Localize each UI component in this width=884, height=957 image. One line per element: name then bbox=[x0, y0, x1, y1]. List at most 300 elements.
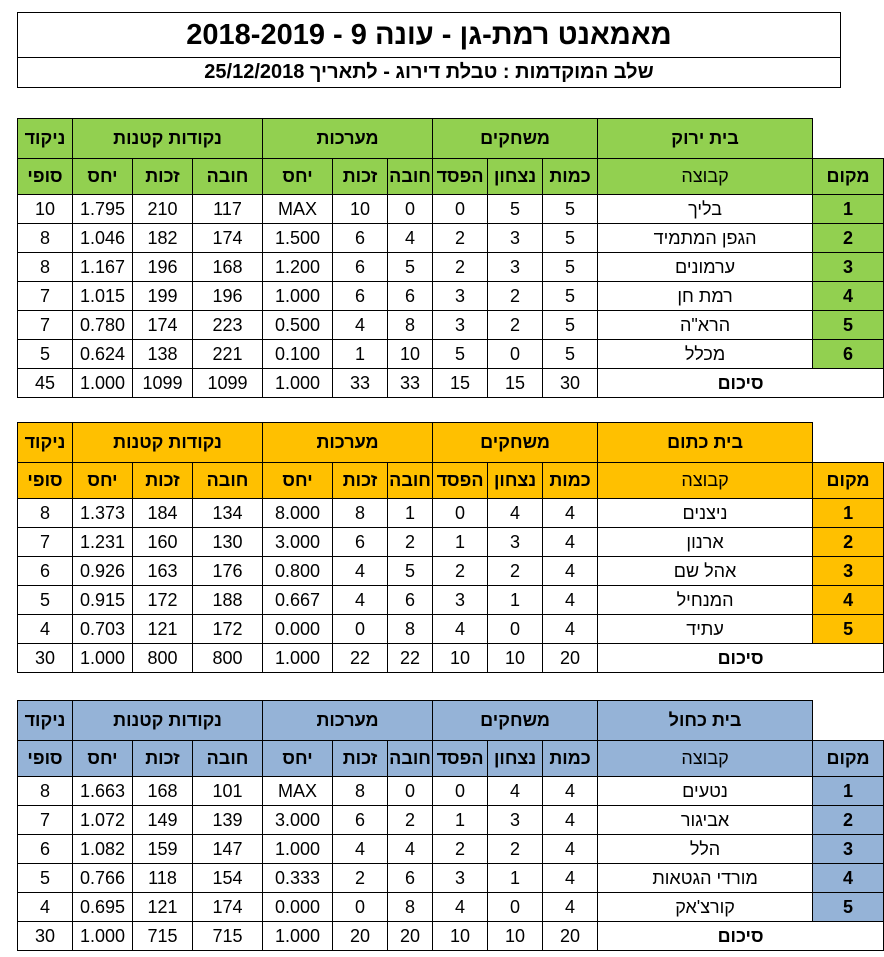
rank-header: מקום bbox=[813, 463, 884, 499]
total-sets-for: 20 bbox=[333, 922, 388, 951]
games-loss-cell: 2 bbox=[433, 835, 488, 864]
rank-cell: 3 bbox=[813, 835, 884, 864]
games-count-cell: 4 bbox=[543, 864, 598, 893]
total-games-win: 15 bbox=[488, 369, 543, 398]
sets-ratio-cell: 1.000 bbox=[263, 835, 333, 864]
final-points-cell: 5 bbox=[18, 864, 73, 893]
sets-ratio-cell: 0.000 bbox=[263, 615, 333, 644]
games-win-header: נצחון bbox=[488, 741, 543, 777]
small-points-against-cell: 168 bbox=[193, 253, 263, 282]
total-games-loss: 10 bbox=[433, 644, 488, 673]
sets-for-cell: 6 bbox=[333, 282, 388, 311]
sets-against-cell: 4 bbox=[388, 835, 433, 864]
games-loss-cell: 3 bbox=[433, 311, 488, 340]
team-name-cell: עתיד bbox=[598, 615, 813, 644]
sets-ratio-header: יחס bbox=[263, 741, 333, 777]
total-sets-ratio: 1.000 bbox=[263, 922, 333, 951]
games-win-cell: 2 bbox=[488, 835, 543, 864]
games-loss-cell: 3 bbox=[433, 586, 488, 615]
sets-ratio-cell: 1.500 bbox=[263, 224, 333, 253]
small-points-ratio-cell: 1.082 bbox=[73, 835, 133, 864]
sets-against-cell: 2 bbox=[388, 528, 433, 557]
sets-ratio-cell: 1.200 bbox=[263, 253, 333, 282]
games-header: משחקים bbox=[433, 423, 598, 463]
sets-for-cell: 6 bbox=[333, 253, 388, 282]
group-table bbox=[17, 700, 884, 951]
rank-cell: 4 bbox=[813, 864, 884, 893]
sets-against-cell: 0 bbox=[388, 777, 433, 806]
sets-for-header: זכות bbox=[333, 159, 388, 195]
small-points-ratio-header: יחס bbox=[73, 741, 133, 777]
total-final-points: 30 bbox=[18, 644, 73, 673]
games-count-cell: 4 bbox=[543, 615, 598, 644]
small-points-ratio-cell: 1.015 bbox=[73, 282, 133, 311]
final-points-cell: 7 bbox=[18, 806, 73, 835]
games-win-cell: 0 bbox=[488, 340, 543, 369]
table-row bbox=[18, 806, 884, 835]
small-points-ratio-cell: 1.231 bbox=[73, 528, 133, 557]
final-points-subheader: סופי bbox=[18, 463, 73, 499]
games-count-cell: 4 bbox=[543, 499, 598, 528]
table-row bbox=[18, 499, 884, 528]
sets-for-cell: 8 bbox=[333, 777, 388, 806]
small-points-ratio-cell: 1.795 bbox=[73, 195, 133, 224]
table-subheader-row bbox=[18, 741, 884, 777]
sets-for-cell: 4 bbox=[333, 586, 388, 615]
table-row bbox=[18, 195, 884, 224]
small-points-for-cell: 199 bbox=[133, 282, 193, 311]
sets-ratio-cell: 3.000 bbox=[263, 806, 333, 835]
sets-for-cell: 6 bbox=[333, 224, 388, 253]
group-name: בית כחול bbox=[598, 701, 813, 741]
rank-cell: 4 bbox=[813, 282, 884, 311]
games-count-cell: 4 bbox=[543, 557, 598, 586]
total-small-points-against: 1099 bbox=[193, 369, 263, 398]
games-count-cell: 4 bbox=[543, 586, 598, 615]
team-name-cell: מכלל bbox=[598, 340, 813, 369]
sets-ratio-cell: 0.000 bbox=[263, 893, 333, 922]
small-points-for-header: זכות bbox=[133, 463, 193, 499]
small-points-for-cell: 174 bbox=[133, 311, 193, 340]
rank-header: מקום bbox=[813, 159, 884, 195]
table-row bbox=[18, 835, 884, 864]
games-win-header: נצחון bbox=[488, 159, 543, 195]
sets-ratio-cell: 0.667 bbox=[263, 586, 333, 615]
final-points-subheader: סופי bbox=[18, 741, 73, 777]
small-points-for-cell: 210 bbox=[133, 195, 193, 224]
small-points-against-cell: 174 bbox=[193, 893, 263, 922]
table-header-row bbox=[18, 701, 884, 741]
small-points-header: נקודות קטנות bbox=[73, 423, 263, 463]
total-games-win: 10 bbox=[488, 644, 543, 673]
small-points-for-cell: 168 bbox=[133, 777, 193, 806]
team-name-cell: ניצנים bbox=[598, 499, 813, 528]
sets-against-cell: 8 bbox=[388, 893, 433, 922]
table-subheader-row bbox=[18, 463, 884, 499]
total-label: סיכום bbox=[598, 644, 884, 673]
total-small-points-ratio: 1.000 bbox=[73, 369, 133, 398]
sets-against-cell: 4 bbox=[388, 224, 433, 253]
small-points-ratio-cell: 0.766 bbox=[73, 864, 133, 893]
games-loss-cell: 3 bbox=[433, 282, 488, 311]
sets-against-cell: 5 bbox=[388, 557, 433, 586]
small-points-for-cell: 149 bbox=[133, 806, 193, 835]
small-points-ratio-cell: 0.926 bbox=[73, 557, 133, 586]
final-points-header: ניקוד bbox=[18, 119, 73, 159]
final-points-cell: 6 bbox=[18, 835, 73, 864]
team-name-cell: מורדי הגטאות bbox=[598, 864, 813, 893]
sets-for-cell: 4 bbox=[333, 557, 388, 586]
games-win-cell: 5 bbox=[488, 195, 543, 224]
rank-cell: 3 bbox=[813, 253, 884, 282]
small-points-against-cell: 154 bbox=[193, 864, 263, 893]
final-points-cell: 8 bbox=[18, 224, 73, 253]
small-points-against-cell: 188 bbox=[193, 586, 263, 615]
games-win-cell: 2 bbox=[488, 557, 543, 586]
sets-ratio-cell: 0.333 bbox=[263, 864, 333, 893]
total-sets-ratio: 1.000 bbox=[263, 369, 333, 398]
rank-cell: 4 bbox=[813, 586, 884, 615]
total-sets-for: 33 bbox=[333, 369, 388, 398]
team-name-cell: נטעים bbox=[598, 777, 813, 806]
table-row bbox=[18, 777, 884, 806]
total-games-count: 20 bbox=[543, 922, 598, 951]
games-loss-cell: 0 bbox=[433, 499, 488, 528]
table-row bbox=[18, 253, 884, 282]
small-points-against-cell: 176 bbox=[193, 557, 263, 586]
sets-for-header: זכות bbox=[333, 741, 388, 777]
team-name-cell: הרא"ה bbox=[598, 311, 813, 340]
sets-against-header: חובה bbox=[388, 463, 433, 499]
rank-cell: 6 bbox=[813, 340, 884, 369]
total-row bbox=[18, 922, 884, 951]
final-points-cell: 5 bbox=[18, 340, 73, 369]
games-win-header: נצחון bbox=[488, 463, 543, 499]
total-sets-ratio: 1.000 bbox=[263, 644, 333, 673]
team-name-cell: בליך bbox=[598, 195, 813, 224]
sets-for-cell: 4 bbox=[333, 311, 388, 340]
table-row bbox=[18, 224, 884, 253]
small-points-for-cell: 160 bbox=[133, 528, 193, 557]
team-header: קבוצה bbox=[598, 741, 813, 777]
sets-against-cell: 6 bbox=[388, 864, 433, 893]
sets-for-cell: 0 bbox=[333, 615, 388, 644]
final-points-cell: 4 bbox=[18, 615, 73, 644]
team-name-cell: הגפן המתמיד bbox=[598, 224, 813, 253]
games-win-cell: 4 bbox=[488, 499, 543, 528]
games-win-cell: 1 bbox=[488, 586, 543, 615]
final-points-header: ניקוד bbox=[18, 423, 73, 463]
table-row bbox=[18, 282, 884, 311]
small-points-against-cell: 134 bbox=[193, 499, 263, 528]
games-count-cell: 5 bbox=[543, 253, 598, 282]
small-points-for-header: זכות bbox=[133, 159, 193, 195]
final-points-cell: 8 bbox=[18, 777, 73, 806]
final-points-cell: 6 bbox=[18, 557, 73, 586]
table-header-row bbox=[18, 423, 884, 463]
games-win-cell: 2 bbox=[488, 311, 543, 340]
games-loss-cell: 1 bbox=[433, 528, 488, 557]
rank-cell: 5 bbox=[813, 615, 884, 644]
sets-for-cell: 2 bbox=[333, 864, 388, 893]
games-header: משחקים bbox=[433, 119, 598, 159]
small-points-ratio-cell: 0.780 bbox=[73, 311, 133, 340]
total-sets-against: 22 bbox=[388, 644, 433, 673]
small-points-against-header: חובה bbox=[193, 159, 263, 195]
table-row bbox=[18, 311, 884, 340]
table-row bbox=[18, 864, 884, 893]
games-loss-header: הפסד bbox=[433, 741, 488, 777]
total-small-points-ratio: 1.000 bbox=[73, 644, 133, 673]
total-final-points: 30 bbox=[18, 922, 73, 951]
total-sets-for: 22 bbox=[333, 644, 388, 673]
rank-cell: 2 bbox=[813, 528, 884, 557]
games-loss-cell: 0 bbox=[433, 195, 488, 224]
sets-against-cell: 10 bbox=[388, 340, 433, 369]
small-points-against-cell: 130 bbox=[193, 528, 263, 557]
sets-for-cell: 0 bbox=[333, 893, 388, 922]
sets-header: מערכות bbox=[263, 423, 433, 463]
sets-ratio-cell: 0.500 bbox=[263, 311, 333, 340]
small-points-ratio-header: יחס bbox=[73, 463, 133, 499]
small-points-header: נקודות קטנות bbox=[73, 119, 263, 159]
games-count-header: כמות bbox=[543, 741, 598, 777]
total-games-count: 30 bbox=[543, 369, 598, 398]
small-points-ratio-cell: 1.072 bbox=[73, 806, 133, 835]
small-points-for-cell: 172 bbox=[133, 586, 193, 615]
sets-against-header: חובה bbox=[388, 159, 433, 195]
games-count-cell: 4 bbox=[543, 777, 598, 806]
games-win-cell: 3 bbox=[488, 806, 543, 835]
rank-cell: 1 bbox=[813, 195, 884, 224]
final-points-cell: 5 bbox=[18, 586, 73, 615]
games-loss-header: הפסד bbox=[433, 159, 488, 195]
games-win-cell: 3 bbox=[488, 253, 543, 282]
sets-for-cell: 8 bbox=[333, 499, 388, 528]
total-row bbox=[18, 369, 884, 398]
sets-ratio-cell: 0.100 bbox=[263, 340, 333, 369]
sets-for-cell: 4 bbox=[333, 835, 388, 864]
small-points-ratio-cell: 0.695 bbox=[73, 893, 133, 922]
games-win-cell: 0 bbox=[488, 893, 543, 922]
final-points-cell: 7 bbox=[18, 528, 73, 557]
sets-ratio-cell: 3.000 bbox=[263, 528, 333, 557]
small-points-against-cell: 174 bbox=[193, 224, 263, 253]
sets-ratio-cell: MAX bbox=[263, 195, 333, 224]
sets-against-cell: 5 bbox=[388, 253, 433, 282]
sets-ratio-header: יחס bbox=[263, 463, 333, 499]
games-loss-cell: 2 bbox=[433, 224, 488, 253]
games-count-cell: 4 bbox=[543, 893, 598, 922]
small-points-against-cell: 101 bbox=[193, 777, 263, 806]
team-name-cell: קורצ'אק bbox=[598, 893, 813, 922]
total-label: סיכום bbox=[598, 922, 884, 951]
final-points-cell: 8 bbox=[18, 499, 73, 528]
small-points-for-cell: 182 bbox=[133, 224, 193, 253]
rank-cell: 1 bbox=[813, 777, 884, 806]
small-points-against-cell: 172 bbox=[193, 615, 263, 644]
small-points-ratio-header: יחס bbox=[73, 159, 133, 195]
games-count-cell: 5 bbox=[543, 282, 598, 311]
games-count-cell: 5 bbox=[543, 311, 598, 340]
final-points-cell: 10 bbox=[18, 195, 73, 224]
total-games-loss: 15 bbox=[433, 369, 488, 398]
small-points-ratio-cell: 1.167 bbox=[73, 253, 133, 282]
group-name: בית ירוק bbox=[598, 119, 813, 159]
games-count-cell: 5 bbox=[543, 340, 598, 369]
sets-for-cell: 6 bbox=[333, 528, 388, 557]
sets-against-cell: 2 bbox=[388, 806, 433, 835]
sets-ratio-cell: 1.000 bbox=[263, 282, 333, 311]
group-table bbox=[17, 118, 884, 398]
team-header: קבוצה bbox=[598, 159, 813, 195]
games-count-header: כמות bbox=[543, 463, 598, 499]
total-small-points-ratio: 1.000 bbox=[73, 922, 133, 951]
games-count-header: כמות bbox=[543, 159, 598, 195]
small-points-for-cell: 196 bbox=[133, 253, 193, 282]
sets-for-cell: 1 bbox=[333, 340, 388, 369]
small-points-for-cell: 163 bbox=[133, 557, 193, 586]
games-win-cell: 4 bbox=[488, 777, 543, 806]
total-games-count: 20 bbox=[543, 644, 598, 673]
small-points-for-cell: 184 bbox=[133, 499, 193, 528]
games-loss-cell: 1 bbox=[433, 806, 488, 835]
sets-ratio-cell: MAX bbox=[263, 777, 333, 806]
small-points-against-header: חובה bbox=[193, 741, 263, 777]
rank-cell: 5 bbox=[813, 893, 884, 922]
group-name: בית כתום bbox=[598, 423, 813, 463]
total-small-points-against: 715 bbox=[193, 922, 263, 951]
sets-against-cell: 6 bbox=[388, 282, 433, 311]
final-points-cell: 7 bbox=[18, 311, 73, 340]
games-win-cell: 2 bbox=[488, 282, 543, 311]
total-games-win: 10 bbox=[488, 922, 543, 951]
games-win-cell: 3 bbox=[488, 528, 543, 557]
table-subheader-row bbox=[18, 159, 884, 195]
rank-header: מקום bbox=[813, 741, 884, 777]
team-name-cell: המנחיל bbox=[598, 586, 813, 615]
small-points-against-cell: 223 bbox=[193, 311, 263, 340]
games-loss-header: הפסד bbox=[433, 463, 488, 499]
table-header-row bbox=[18, 119, 884, 159]
small-points-against-cell: 147 bbox=[193, 835, 263, 864]
team-name-cell: הלל bbox=[598, 835, 813, 864]
small-points-for-cell: 121 bbox=[133, 615, 193, 644]
games-count-cell: 5 bbox=[543, 224, 598, 253]
games-loss-cell: 4 bbox=[433, 893, 488, 922]
small-points-ratio-cell: 0.624 bbox=[73, 340, 133, 369]
rank-cell: 5 bbox=[813, 311, 884, 340]
sets-ratio-cell: 8.000 bbox=[263, 499, 333, 528]
sets-against-cell: 8 bbox=[388, 311, 433, 340]
small-points-against-cell: 139 bbox=[193, 806, 263, 835]
games-loss-cell: 0 bbox=[433, 777, 488, 806]
final-points-header: ניקוד bbox=[18, 701, 73, 741]
table-row bbox=[18, 557, 884, 586]
rank-cell: 2 bbox=[813, 806, 884, 835]
total-row bbox=[18, 644, 884, 673]
final-points-subheader: סופי bbox=[18, 159, 73, 195]
total-small-points-against: 800 bbox=[193, 644, 263, 673]
games-count-cell: 4 bbox=[543, 806, 598, 835]
small-points-for-cell: 159 bbox=[133, 835, 193, 864]
sets-ratio-header: יחס bbox=[263, 159, 333, 195]
table-row bbox=[18, 893, 884, 922]
sets-against-cell: 6 bbox=[388, 586, 433, 615]
small-points-for-header: זכות bbox=[133, 741, 193, 777]
small-points-ratio-cell: 1.046 bbox=[73, 224, 133, 253]
total-sets-against: 20 bbox=[388, 922, 433, 951]
sets-against-cell: 0 bbox=[388, 195, 433, 224]
total-small-points-for: 800 bbox=[133, 644, 193, 673]
total-final-points: 45 bbox=[18, 369, 73, 398]
table-row bbox=[18, 528, 884, 557]
total-sets-against: 33 bbox=[388, 369, 433, 398]
games-header: משחקים bbox=[433, 701, 598, 741]
games-loss-cell: 4 bbox=[433, 615, 488, 644]
small-points-header: נקודות קטנות bbox=[73, 701, 263, 741]
small-points-ratio-cell: 1.373 bbox=[73, 499, 133, 528]
total-label: סיכום bbox=[598, 369, 884, 398]
sets-against-cell: 1 bbox=[388, 499, 433, 528]
games-count-cell: 5 bbox=[543, 195, 598, 224]
group-table bbox=[17, 422, 884, 673]
games-loss-cell: 5 bbox=[433, 340, 488, 369]
games-count-cell: 4 bbox=[543, 528, 598, 557]
team-name-cell: רמת חן bbox=[598, 282, 813, 311]
total-games-loss: 10 bbox=[433, 922, 488, 951]
final-points-cell: 8 bbox=[18, 253, 73, 282]
table-row bbox=[18, 586, 884, 615]
rank-cell: 1 bbox=[813, 499, 884, 528]
games-count-cell: 4 bbox=[543, 835, 598, 864]
sets-header: מערכות bbox=[263, 119, 433, 159]
small-points-ratio-cell: 0.703 bbox=[73, 615, 133, 644]
small-points-against-cell: 221 bbox=[193, 340, 263, 369]
sets-for-cell: 10 bbox=[333, 195, 388, 224]
small-points-for-cell: 138 bbox=[133, 340, 193, 369]
page-subtitle: שלב המוקדמות : טבלת דירוג - לתאריך 25/12/2018 bbox=[17, 57, 841, 88]
small-points-ratio-cell: 1.663 bbox=[73, 777, 133, 806]
games-loss-cell: 2 bbox=[433, 253, 488, 282]
sets-against-cell: 8 bbox=[388, 615, 433, 644]
sets-against-header: חובה bbox=[388, 741, 433, 777]
final-points-cell: 7 bbox=[18, 282, 73, 311]
small-points-against-header: חובה bbox=[193, 463, 263, 499]
team-name-cell: אביגור bbox=[598, 806, 813, 835]
small-points-ratio-cell: 0.915 bbox=[73, 586, 133, 615]
sets-for-cell: 6 bbox=[333, 806, 388, 835]
total-small-points-for: 1099 bbox=[133, 369, 193, 398]
games-win-cell: 0 bbox=[488, 615, 543, 644]
games-win-cell: 1 bbox=[488, 864, 543, 893]
table-row bbox=[18, 340, 884, 369]
games-win-cell: 3 bbox=[488, 224, 543, 253]
sets-for-header: זכות bbox=[333, 463, 388, 499]
team-header: קבוצה bbox=[598, 463, 813, 499]
team-name-cell: אהל שם bbox=[598, 557, 813, 586]
team-name-cell: ארנון bbox=[598, 528, 813, 557]
table-row bbox=[18, 615, 884, 644]
small-points-for-cell: 118 bbox=[133, 864, 193, 893]
games-loss-cell: 3 bbox=[433, 864, 488, 893]
total-small-points-for: 715 bbox=[133, 922, 193, 951]
rank-cell: 2 bbox=[813, 224, 884, 253]
small-points-against-cell: 196 bbox=[193, 282, 263, 311]
rank-cell: 3 bbox=[813, 557, 884, 586]
page-title: מאמאנט רמת-גן - עונה 9 - 2018-2019 bbox=[17, 12, 841, 58]
sets-header: מערכות bbox=[263, 701, 433, 741]
